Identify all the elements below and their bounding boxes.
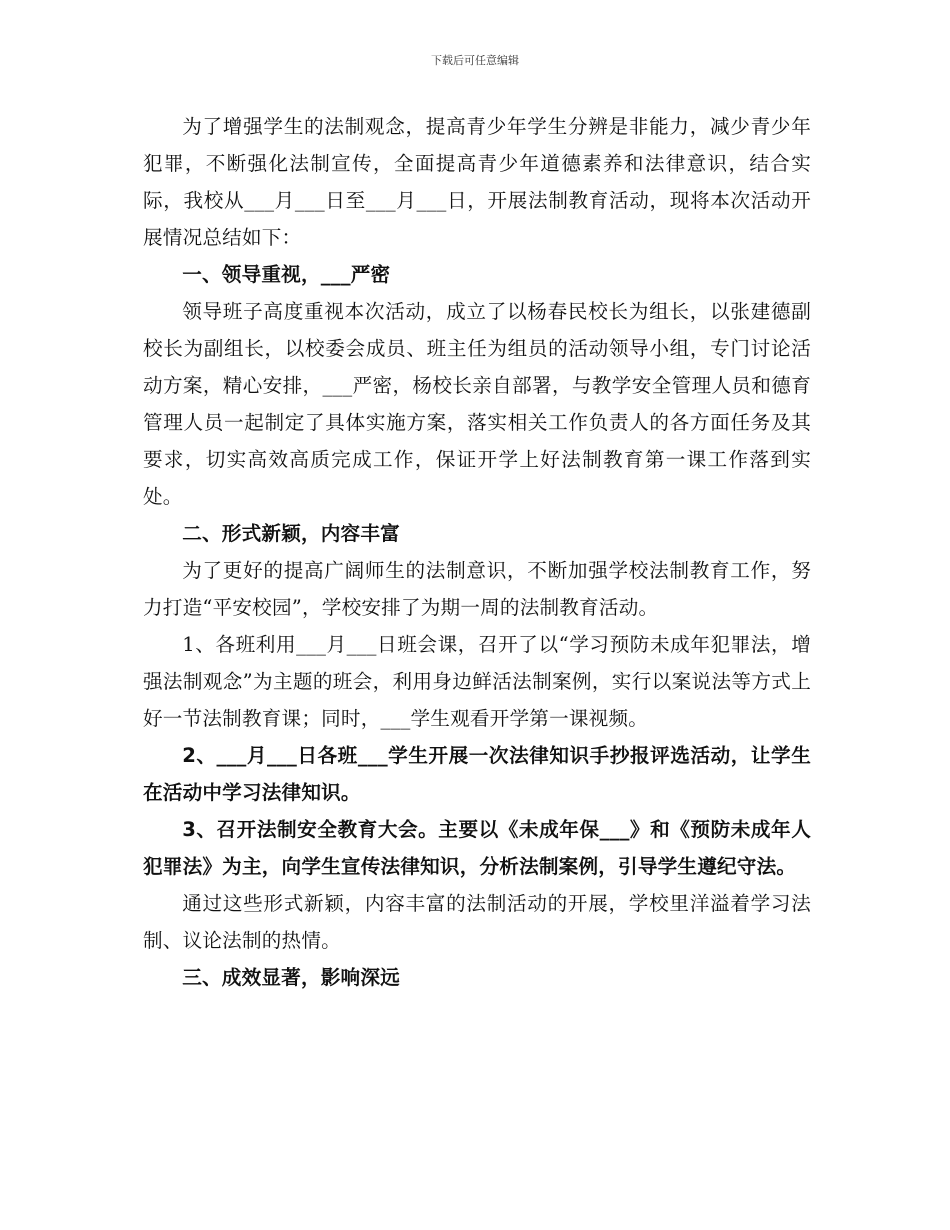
- section-2-paragraph: 为了更好的提高广阔师生的法制意识，不断加强学校法制教育工作，努力打造“平安校园”，学校安排了为期一周的法制教育活动。: [143, 559, 811, 619]
- section-heading-1: 一、领导重视，___严密: [182, 263, 391, 286]
- list-item-3: 3、召开法制安全教育大会。主要以《未成年保___》和《预防未成年人犯罪法》为主，向学生宣传法律知识，分析法制案例，引导学生遵纪守法。: [143, 818, 811, 878]
- page-header: 下载后可任意编辑: [431, 54, 519, 67]
- list-item-2: 2、___月___日各班___学生开展一次法律知识手抄报评选活动，让学生在活动中学习法律知识。: [143, 744, 811, 804]
- list-item-1: 1、各班利用___月___日班会课，召开了以“学习预防未成年犯罪法，增强法制观念”为主题的班会，利用身边鲜活法制案例，实行以案说法等方式上好一节法制教育课；同时，___学生观看开学第一课视频。: [143, 633, 811, 730]
- section-1-paragraph: 领导班子高度重视本次活动，成立了以杨春民校长为组长，以张建德副校长为副组长，以校委会成员、班主任为组员的活动领导小组，专门讨论活动方案，精心安排，___严密，杨校长亲自部署，与教学安全管理人员和德育管理人员一起制定了具体实施方案，落实相关工作负责人的各方面任务及其要求，切实高效高质完成工作，保证开学上好法制教育第一课工作落到实处。: [143, 300, 811, 508]
- document-body: [143, 108, 811, 996]
- section-heading-3: 三、成效显著，影响深远: [182, 966, 400, 989]
- section-heading-2: 二、形式新颖，内容丰富: [182, 522, 400, 545]
- intro-paragraph: 为了增强学生的法制观念，提高青少年学生分辨是非能力，减少青少年犯罪，不断强化法制宣传，全面提高青少年道德素养和法律意识，结合实际，我校从___月___日至___月___日，开展法制教育活动，现将本次活动开展情况总结如下：: [143, 115, 811, 249]
- summary-paragraph: 通过这些形式新颖，内容丰富的法制活动的开展，学校里洋溢着学习法制、议论法制的热情。: [143, 892, 811, 952]
